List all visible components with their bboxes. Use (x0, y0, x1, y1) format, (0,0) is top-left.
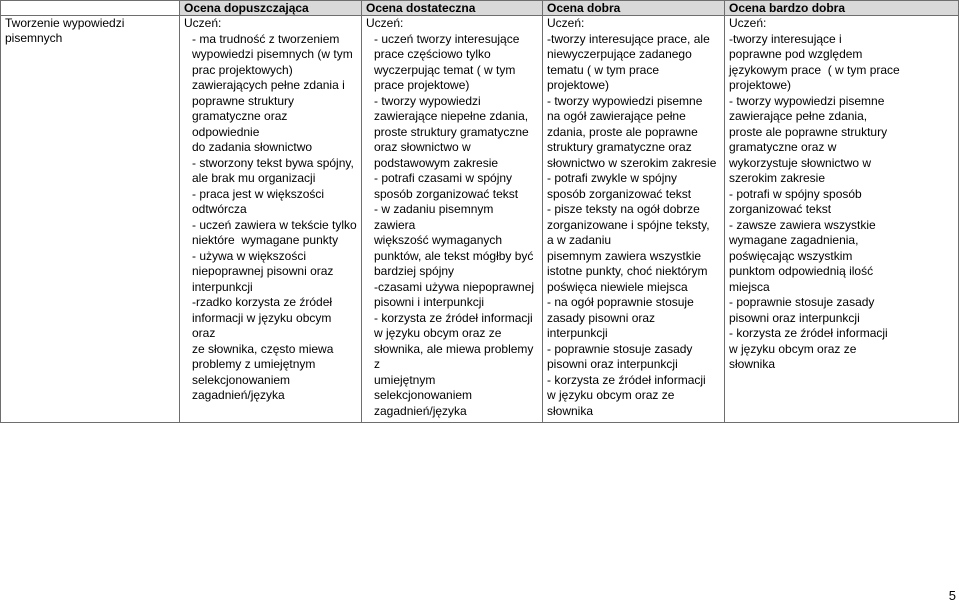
cell-text-line: słownika (547, 403, 594, 418)
cell-text-line: zawierające niepełne zdania, (374, 109, 529, 123)
cell-heading: Uczeń: (547, 16, 585, 30)
cell-text-line: do zadania słownictwo (192, 140, 313, 154)
page-number: 5 (948, 588, 956, 603)
cell-text-line: interpunkcji (192, 279, 253, 294)
cell-text-line: poprawne struktury (192, 93, 295, 108)
cell-text-line: - uczeń tworzy interesujące (374, 31, 520, 46)
header-grade-sufficient: Ocena dopuszczająca (180, 1, 362, 16)
cell-text-line: zorganizować tekst (729, 202, 832, 216)
cell-text-line: - stworzony tekst bywa spójny, (192, 155, 354, 170)
cell-text-line: poprawne pod względem (729, 47, 863, 61)
cell-text-line: szerokim zakresie (729, 171, 826, 185)
cell-text-line: w języku obcym oraz ze (729, 341, 857, 356)
cell-text-line: poświęcając wszystkim (729, 248, 853, 263)
cell-text-line: sposób zorganizować tekst (547, 186, 692, 201)
cell-text-line: -rzadko korzysta ze źródeł (192, 295, 333, 309)
cell-text-line: prace projektowe) (374, 78, 470, 92)
cell-text-line: zawierające pełne zdania, (729, 109, 868, 123)
cell-text-line: pisowni i interpunkcji (374, 295, 485, 309)
cell-text-line: - korzysta ze źródeł informacji (374, 310, 533, 325)
cell-text-line: miejsca (729, 279, 770, 294)
row-label-writing: Tworzenie wypowiedzi pisemnych (1, 16, 180, 423)
cell-text-line: niepoprawnej pisowni oraz (192, 264, 334, 278)
cell-text-line: bardziej spójny (374, 264, 455, 278)
cell-text-line: niewyczerpujące zadanego (547, 47, 692, 61)
header-grade-satisfactory: Ocena dostateczna (362, 1, 543, 16)
cell-text-line: poświęca niewiele miejsca (547, 279, 688, 294)
header-empty-cell (1, 1, 180, 16)
cell-grade-good (543, 16, 725, 423)
cell-text-line: zagadnień/języka (192, 388, 285, 402)
cell-text-line: prace częściowo tylko (374, 47, 491, 61)
cell-grade-satisfactory (362, 16, 543, 423)
cell-text-line: językowym prace ( w tym prace (729, 62, 900, 77)
cell-text-line: selekcjonowaniem (192, 372, 291, 387)
cell-text-line: zdania, proste ale poprawne (547, 124, 698, 139)
cell-text-line: zasady pisowni oraz (547, 310, 656, 325)
cell-heading: Uczeń: (366, 16, 404, 30)
cell-text-line: ze słownika, często miewa (192, 341, 334, 356)
cell-text-line: pisowni oraz interpunkcji (729, 310, 860, 325)
cell-text-line: punktom odpowiednią ilość (729, 264, 874, 278)
cell-text-line: informacji w języku obcym oraz (192, 310, 335, 340)
cell-text-line: gramatyczne oraz w (729, 140, 837, 154)
cell-text-line: podstawowym zakresie (374, 155, 499, 170)
header-row (1, 1, 959, 16)
cell-text-line: - zawsze zawiera wszystkie (729, 217, 876, 232)
cell-text-line: słownictwo w szerokim zakresie (547, 155, 717, 170)
cell-text-line: tematu ( w tym prace (547, 62, 660, 77)
cell-text-line: - korzysta ze źródeł informacji (547, 372, 706, 387)
cell-text-line: - korzysta ze źródeł informacji (729, 326, 888, 340)
cell-text-line: wykorzystuje słownictwo w (729, 155, 872, 170)
cell-text-line: - potrafi zwykle w spójny (547, 171, 678, 185)
cell-text-line: projektowe) (729, 78, 792, 92)
cell-text-line: prac projektowych) (192, 62, 293, 77)
cell-text-line: zagadnień/języka (374, 403, 467, 418)
cell-text-line: - praca jest w większości (192, 186, 325, 201)
cell-text-line: niektóre wymagane punkty (192, 233, 339, 247)
cell-text-line: - tworzy wypowiedzi pisemne (547, 93, 703, 108)
cell-text-line: zawierających pełne zdania i (192, 78, 345, 92)
cell-text-line: w języku obcym oraz ze (374, 326, 502, 340)
cell-text-line: punktów, ale tekst mógłby być (374, 248, 534, 263)
cell-text-line: - na ogół poprawnie stosuje (547, 295, 694, 309)
cell-heading: Uczeń: (184, 16, 222, 30)
cell-text-line: w języku obcym oraz ze (547, 388, 675, 402)
cell-text-line: wyczerpując temat ( w tym (374, 62, 516, 77)
cell-text-line: problemy z umiejętnym (192, 357, 316, 371)
cell-text-line: pisemnym zawiera wszystkie (547, 248, 702, 263)
cell-text-line: proste ale poprawne struktury (729, 124, 888, 139)
cell-grade-sufficient (180, 16, 362, 423)
cell-text-line: -czasami używa niepoprawnej (374, 279, 535, 294)
criteria-row (1, 16, 959, 423)
cell-text-line: a w zadaniu (547, 233, 612, 247)
cell-text-line: sposób zorganizować tekst (374, 186, 519, 201)
cell-text-line: wypowiedzi pisemnych (w tym (192, 47, 353, 61)
cell-text-line: interpunkcji (547, 326, 608, 340)
cell-text-line: - potrafi czasami w spójny (374, 171, 513, 185)
cell-text-line: ale brak mu organizacji (192, 171, 316, 185)
cell-text-line: -tworzy interesujące prace, ale (547, 31, 710, 46)
cell-text-line: umiejętnym selekcjonowaniem (374, 372, 473, 402)
cell-text-line: gramatyczne oraz odpowiednie (192, 109, 291, 139)
header-grade-very-good: Ocena bardzo dobra (725, 1, 959, 16)
cell-text-line: proste struktury gramatyczne (374, 124, 529, 139)
cell-text-line: wymagane zagadnienia, (729, 233, 859, 247)
cell-text-line: - używa w większości (192, 248, 307, 263)
cell-text-line: oraz słownictwo w (374, 140, 471, 154)
cell-text-line: większość wymaganych (374, 233, 503, 247)
cell-grade-very-good (725, 16, 959, 423)
header-grade-good: Ocena dobra (543, 1, 725, 16)
cell-text-line: słownika, ale miewa problemy z (374, 341, 537, 371)
cell-text-line: odtwórcza (192, 202, 247, 216)
cell-text-line: - w zadaniu pisemnym zawiera (374, 202, 497, 232)
cell-text-line: - uczeń zawiera w tekście tylko (192, 217, 357, 232)
cell-text-line: słownika (729, 357, 776, 371)
cell-text-line: istotne punkty, choć niektórym (547, 264, 708, 278)
cell-text-line: -tworzy interesujące i (729, 31, 842, 46)
cell-text-line: - tworzy wypowiedzi pisemne (729, 93, 885, 108)
cell-text-line: - potrafi w spójny sposób (729, 186, 862, 201)
cell-text-line: na ogół zawierające pełne (547, 109, 686, 123)
cell-text-line: - poprawnie stosuje zasady (729, 295, 875, 309)
cell-text-line: zorganizowane i spójne teksty, (547, 217, 710, 232)
cell-text-line: - tworzy wypowiedzi (374, 93, 481, 108)
cell-text-line: struktury gramatyczne oraz (547, 140, 692, 154)
cell-text-line: - pisze teksty na ogół dobrze (547, 202, 700, 216)
cell-text-line: - poprawnie stosuje zasady (547, 341, 693, 356)
cell-text-line: projektowe) (547, 78, 610, 92)
cell-text-line: - ma trudność z tworzeniem (192, 31, 340, 46)
cell-text-line: pisowni oraz interpunkcji (547, 357, 678, 371)
cell-heading: Uczeń: (729, 16, 767, 30)
